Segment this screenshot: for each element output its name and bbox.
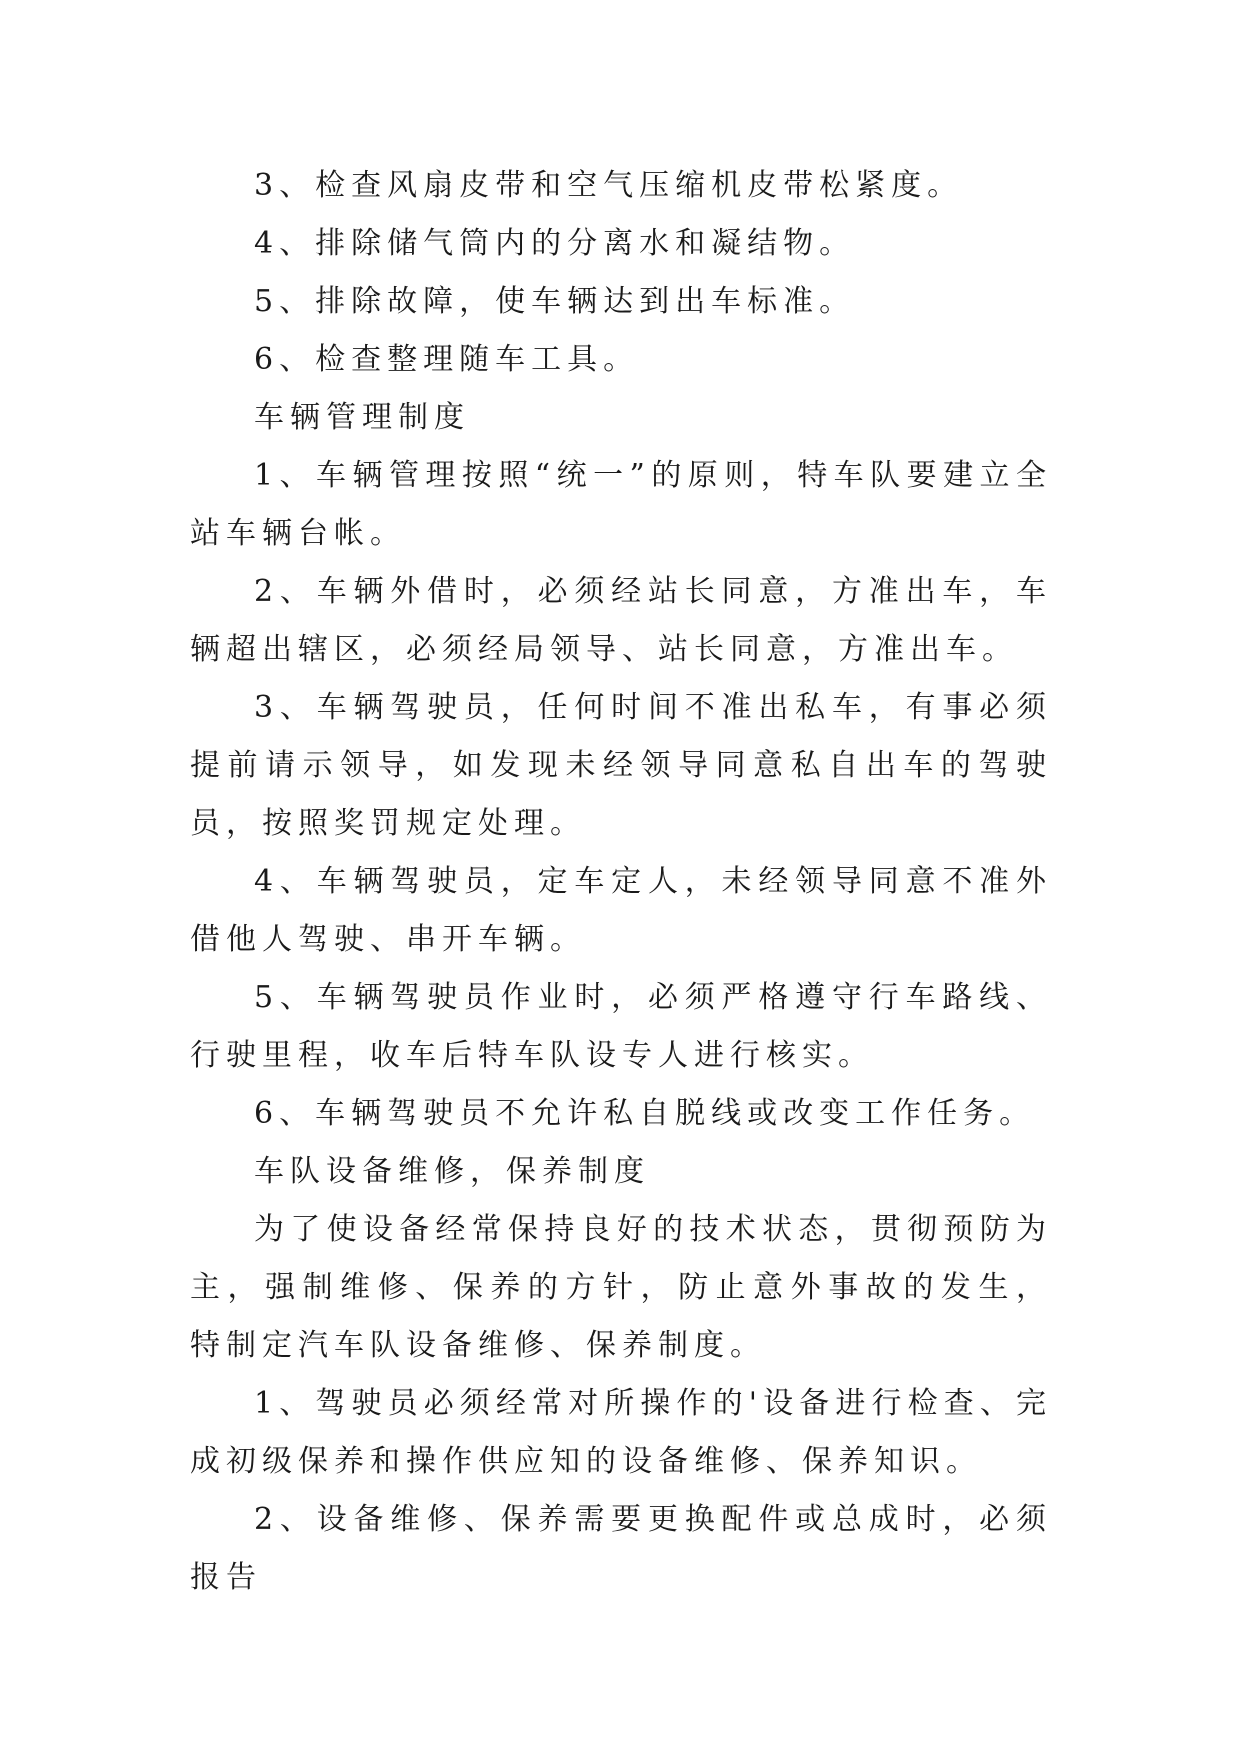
paragraph: 1、驾驶员必须经常对所操作的'设备进行检查、完成初级保养和操作供应知的设备维修、保养知识。 [190,1386,1052,1479]
paragraph: 6、车辆驾驶员不允许私自脱线或改变工作任务。 [254,1096,1036,1131]
paragraph: 4、车辆驾驶员，定车定人，未经领导同意不准外借他人驾驶、串开车辆。 [190,864,1052,957]
paragraph: 6、检查整理随车工具。 [254,342,640,377]
paragraph: 1、车辆管理按照“统一”的原则，特车队要建立全站车辆台帐。 [190,458,1052,551]
paragraph: 3、检查风扇皮带和空气压缩机皮带松紧度。 [254,168,964,203]
section-heading: 车辆管理制度 [254,400,470,435]
section-heading: 车队设备维修，保养制度 [254,1154,650,1189]
paragraph: 5、车辆驾驶员作业时，必须严格遵守行车路线、行驶里程，收车后特车队设专人进行核实。 [190,980,1052,1073]
paragraph: 5、排除故障，使车辆达到出车标准。 [254,284,856,319]
paragraph: 2、车辆外借时，必须经站长同意，方准出车，车辆超出辖区，必须经局领导、站长同意，方准出车。 [190,574,1052,667]
paragraph: 3、车辆驾驶员，任何时间不准出私车，有事必须提前请示领导，如发现未经领导同意私自出车的驾驶员，按照奖罚规定处理。 [190,690,1052,841]
paragraph: 为了使设备经常保持良好的技术状态，贯彻预防为主，强制维修、保养的方针，防止意外事故的发生，特制定汽车队设备维修、保养制度。 [190,1212,1052,1363]
document-body [190,157,1052,1607]
paragraph: 2、设备维修、保养需要更换配件或总成时，必须报告 [190,1502,1052,1595]
paragraph: 4、排除储气筒内的分离水和凝结物。 [254,226,856,261]
